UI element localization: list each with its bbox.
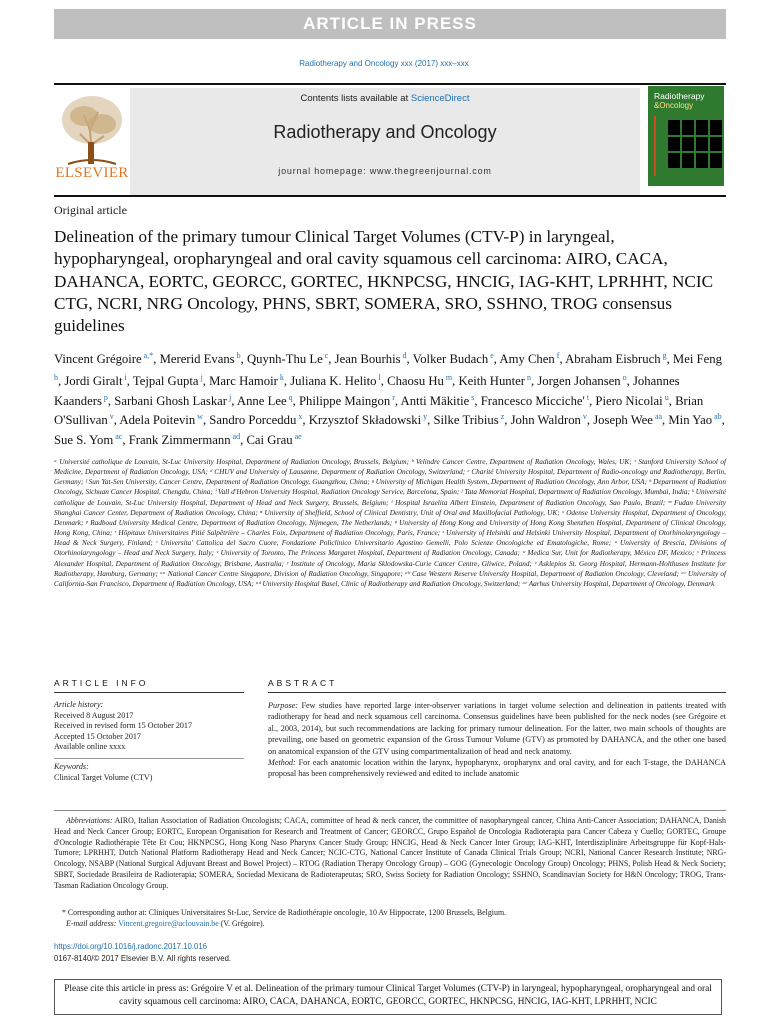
author-name[interactable]: Keith Hunter bbox=[458, 374, 526, 389]
cover-image-grid bbox=[668, 120, 722, 168]
doi-link[interactable]: https://doi.org/10.1016/j.radonc.2017.10.016 bbox=[54, 942, 208, 951]
article-info-rule bbox=[54, 692, 244, 693]
cover-tile bbox=[696, 120, 708, 135]
author-affiliation-marker[interactable]: n bbox=[525, 372, 532, 382]
author-affiliation-marker[interactable]: k bbox=[277, 372, 284, 382]
publisher-name[interactable]: ELSEVIER bbox=[55, 165, 129, 181]
article-info bbox=[54, 700, 244, 783]
cover-tile bbox=[710, 120, 722, 135]
article-history-label: Article history: bbox=[54, 700, 104, 709]
method-text: For each anatomic location within the larynx, hypopharynx, oropharynx and oral cavity, and for each T-stage, the DAHANCA proposal has been comprehensively reviewed and edited to include anatomic bbox=[268, 758, 726, 779]
abstract-body bbox=[268, 700, 726, 780]
author-affiliation-marker[interactable]: g bbox=[660, 351, 667, 360]
author-affiliation-marker[interactable]: q bbox=[286, 392, 293, 402]
journal-name: Radiotherapy and Oncology bbox=[273, 122, 497, 142]
contents-prefix: Contents lists available at bbox=[300, 93, 411, 104]
article-type: Original article bbox=[54, 203, 127, 217]
author-name[interactable]: Marc Hamoir bbox=[209, 374, 278, 389]
cite-this-article-box: Please cite this article in press as: Grégoire V et al. Delineation of the primary tumour Clinical Target Volumes (CTV-P) in laryngeal, hypopharyngeal, oropharyngeal and oral cavity squamous cell carcinoma: AIRO, CACA, DAHANCA, EORTC, GEORCC, GORTEC, HKNPCSG, HNCIG, IAG-KHT, LPRHHT, NCIC bbox=[54, 979, 722, 1015]
author-name[interactable]: Jordi Giralt bbox=[64, 374, 123, 389]
journal-cover-image[interactable] bbox=[648, 86, 724, 186]
cover-title-line: Radiotherapy bbox=[654, 91, 705, 101]
cover-tile bbox=[682, 137, 694, 152]
author-affiliation-marker[interactable]: w bbox=[195, 412, 203, 422]
keyword: Clinical Target Volume (CTV) bbox=[54, 772, 153, 782]
author-name[interactable]: Francesco Micciche' bbox=[480, 393, 585, 408]
journal-masthead bbox=[130, 88, 640, 196]
author-name[interactable]: Frank Zimmermann bbox=[128, 433, 231, 448]
author-name[interactable]: Jean Bourhis bbox=[334, 352, 401, 367]
author-affiliation-marker[interactable]: x bbox=[296, 412, 303, 422]
article-in-press-banner: ARTICLE IN PRESS bbox=[54, 9, 726, 39]
author-name[interactable]: Mererid Evans bbox=[159, 352, 235, 367]
author-name[interactable]: Silke Tribius bbox=[433, 413, 499, 428]
author-name[interactable]: Brian O'Sullivan bbox=[54, 393, 704, 428]
purpose-text: Few studies have reported large inter-observer variations in target volume selection and delineation in patients treated with radiotherapy for head and neck squamous cell carcinoma. Consensus guidelines have been published for the neck nodes (see Grégoire et al., 2003, 2014), but such recommendations are lacking for primary tumour delineation. For the latter, two main schools of thoughts are prevailing, one based on geometric expansion of the Gross Tumour Volume (GTV) as promoted by DAHANCA, and the other one based on anatomical expansion of the GTV using compartmentalization of head and neck anatomy. bbox=[268, 701, 726, 756]
info-divider bbox=[54, 758, 244, 759]
cover-tile bbox=[710, 137, 722, 152]
author-name[interactable]: Min Yao bbox=[668, 413, 713, 428]
author-name[interactable]: Sue S. Yom bbox=[54, 433, 114, 448]
author-name[interactable]: Antti Mäkitie bbox=[400, 393, 470, 408]
author-name[interactable]: Piero Nicolai bbox=[595, 393, 663, 408]
author-name[interactable]: Tejpal Gupta bbox=[132, 374, 199, 389]
purpose-label: Purpose: bbox=[268, 701, 299, 710]
author-affiliation-marker[interactable]: d bbox=[400, 351, 407, 360]
author-affiliation-marker[interactable]: f bbox=[554, 351, 560, 360]
author-affiliation-marker[interactable]: j bbox=[227, 392, 232, 402]
author-affiliation-marker[interactable]: j bbox=[198, 372, 203, 382]
journal-homepage[interactable]: journal homepage: www.thegreenjournal.com bbox=[278, 166, 492, 176]
keywords-label: Keywords: bbox=[54, 761, 89, 771]
cover-tile bbox=[696, 153, 708, 168]
abstract-heading: ABSTRACT bbox=[268, 678, 338, 688]
contents-line bbox=[130, 93, 640, 104]
author-affiliation-marker[interactable]: r bbox=[390, 392, 395, 402]
abbreviations-label: Abbreviations: bbox=[66, 816, 113, 825]
abstract-purpose bbox=[268, 701, 726, 756]
author-name[interactable]: Chaosu Hu bbox=[387, 374, 444, 389]
author-name[interactable]: Sandro Porceddu bbox=[209, 413, 297, 428]
author-name[interactable]: Vincent Grégoire bbox=[54, 352, 142, 367]
author-affiliation-marker[interactable]: u bbox=[662, 392, 669, 402]
author-affiliation-marker[interactable]: l bbox=[376, 372, 381, 382]
article-info-heading: ARTICLE INFO bbox=[54, 678, 149, 688]
email-suffix: (V. Grégoire). bbox=[218, 918, 265, 928]
author-name[interactable]: Quynh-Thu Le bbox=[246, 352, 323, 367]
author-affiliation-marker[interactable]: s bbox=[469, 392, 475, 402]
author-name[interactable]: Sarbani Ghosh Laskar bbox=[114, 393, 228, 408]
author-affiliation-marker[interactable]: t bbox=[584, 392, 590, 402]
cover-tile bbox=[710, 153, 722, 168]
author-name[interactable]: Johannes Kaanders bbox=[54, 374, 680, 408]
affiliations: ᵃ Université catholique de Louvain, St-Luc University Hospital, Department of Radiation Oncology, Brussels, Belgium; ᵇ Velindre Cancer Centre, Department of Radiation Oncology, Wales, UK; ᶜ Stanford University School of Medicine, Department of Radiation Oncology, USA; ᵈ CHUV and University of Lausanne, Department of Radiation Oncology, Switzerland; ᵉ Charité University Hospital, Department of Radio-oncology and Radiotherapy, Berlin, Germany; ᶠ Sun Yat-Sen University, Cancer Centre, Department of Radiation Oncology, Guangzhou, China; ᵍ University of Michigan Health System, Department of Radiation Oncology, Ann Arbor, USA; ʰ Department of Radiation Oncology, Sichuan Cancer Hospital, Chengdu, China; ⁱ Vall d'Hebron University Hospital, Radiation Oncology Service, Barcelona, Spain; ʲ Tata Memorial Hospital, Department of Radiation Oncology, Mumbai, India; ᵏ Université catholique de Louvain, St-Luc University Hospital, Department of Head and Neck Surgery, Brussels, Belgium; ˡ Hospital Israelita Albert Einstein, Department of Radiation Oncology, Sao Paulo, Brazil; ᵐ Fudan University Shanghai Cancer Center, Department of Radiation Oncology, China; ⁿ University of Sheffield, School of Clinical Dentistry, Unit of Oral and Maxillofacial Pathology, UK; ᵒ Odense University Hospital, Department of Oncology, Denmark; ᵖ Radboud University Medical Centre, Department of Radiation Oncology, Nijmegen, The Netherlands; ᵠ University of Hong Kong and University of Hong Kong Shenzhen Hospital, Department of Clinical Oncology, Hong Kong, China; ʳ Hôpitaux Universitaires Pitié Salpêtrière – Charles Foix, Department of Radiation Oncology, Paris, France; ˢ University of Helsinki and Helsinki University Hospital, Department of Otorhinolaryngology – Head & Neck Surgery, Finland; ᵗ Universita' Cattolica del Sacro Cuore, Fondazione Policlinico Universitario Agostino Gemelli, Polo Scienze Oncologiche ed Ematologiche, Rome; ᵘ University of Brescia, Divisions of Otorhinolaryngology – Head and Neck Surgery, Italy; ᵛ University of Toronto, The Princess Margaret Hospital, Department of Radiation Oncology, Canada; ʷ Medica Sur, Unit for Radiotherapy, México DF, Mexico; ˣ Princess Alexander Hospital, Department of Radiation Oncology, Brisbane, Australia; ʸ Institute of Oncology, Maria Sklodowska-Curie Cancer Centre, Gliwice, Poland; ᶻ Asklepios St. Georg Hospital, Hermann-Holthusen Institute for Radiotherapy, Hamburg, Germany; ᵃᵃ National Cancer Centre Singapore, Division of Radiation Oncology, Singapore; ᵃᵇ Case Western Reserve University Hospital, Department of Radiation Oncology, Cleveland; ᵃᶜ University of California-San Francisco, Department of Radiation Oncology, USA; ᵃᵈ University Hospital Basel, Clinic of Radiotherapy and Radiation Oncology, Switzerland; ᵃᵉ Aarhus University Hospital, Department of Oncology, Denmark bbox=[54, 458, 726, 588]
cover-title bbox=[654, 92, 720, 110]
author-affiliation-marker[interactable]: z bbox=[498, 412, 505, 422]
cover-tile bbox=[668, 120, 680, 135]
author-affiliation-marker[interactable]: b bbox=[234, 351, 241, 360]
cover-tile bbox=[668, 137, 680, 152]
email-label: E-mail address: bbox=[66, 918, 117, 928]
author-affiliation-marker[interactable]: ad bbox=[230, 432, 241, 442]
author-affiliation-marker[interactable]: ab bbox=[712, 412, 722, 422]
cover-tile bbox=[682, 153, 694, 168]
author-affiliation-marker[interactable]: p bbox=[101, 392, 108, 402]
author-name[interactable]: Krzysztof Składowski bbox=[308, 413, 422, 428]
author-name[interactable]: Juliana K. Helito bbox=[290, 374, 377, 389]
author-name[interactable]: Abraham Eisbruch bbox=[565, 352, 661, 367]
cover-tile bbox=[682, 120, 694, 135]
author-affiliation-marker[interactable]: m bbox=[443, 372, 453, 382]
author-name[interactable]: Mei Feng bbox=[672, 352, 722, 367]
article-title: Delineation of the primary tumour Clinical Target Volumes (CTV-P) in laryngeal, hypopharyngeal, oropharyngeal and oral cavity squamous cell carcinoma: AIRO, CACA, DAHANCA, EORTC, GEORCC, GORTEC, HKNPCSG, HNCIG, IAG-KHT, LPRHHT, NCIC CTG, NCRI, NRG Oncology, PHNS, SBRT, SOMERA, SRO, SSHNO, TROG consensus guidelines bbox=[54, 227, 714, 336]
author-affiliation-marker[interactable]: c bbox=[322, 351, 329, 360]
author-name[interactable]: Joseph Wee bbox=[593, 413, 653, 428]
author-name[interactable]: Adela Poitevin bbox=[119, 413, 196, 428]
masthead-top-rule bbox=[54, 83, 726, 85]
abbreviations-footnote bbox=[54, 816, 726, 892]
history-line: Available online xxxx bbox=[54, 742, 126, 752]
author-affiliation-marker[interactable]: o bbox=[620, 372, 627, 382]
abstract-method bbox=[268, 758, 726, 778]
copyright-line: 0167-8140/© 2017 Elsevier B.V. All rights reserved. bbox=[54, 954, 232, 963]
cover-subtitle: &Oncology bbox=[654, 101, 694, 110]
author-name[interactable]: Amy Chen bbox=[499, 352, 555, 367]
author-affiliation-marker[interactable]: aa bbox=[652, 412, 663, 422]
history-line: Accepted 15 October 2017 bbox=[54, 731, 141, 741]
author-affiliation-marker[interactable]: v bbox=[107, 412, 114, 422]
email-line bbox=[54, 919, 726, 930]
author-name[interactable]: John Waldron bbox=[510, 413, 581, 428]
footnote-rule bbox=[54, 810, 726, 811]
author-affiliation-marker[interactable]: a,* bbox=[141, 351, 154, 360]
author-affiliation-marker[interactable]: i bbox=[122, 372, 127, 382]
abbreviations-text: AIRO, Italian Association of Radiation Oncologists; CACA, committee of head & neck cancer, the committee of nasopharyngeal cancer, China Anti-Cancer Association; DAHANCA, Danish Head and Neck Cancer Group; EORTC, European Organisation for Research and Treatment of Cancer; GEORCC, Grupo Español de Oncologia Radioterapia para Cancer Cabeza y Cuello; GORTEC, Groupe d'Oncologie Radiothérapie Tête Et Cou; HKNPCSG, Hong Kong Naso Pharynx Cancer Study Group; HNCIG, Head & Neck Cancer Inter Group; IAG-KHT, Interdisziplinäre Arbeitsgruppe für Kopf-Hals-Tumore; LPRHHT, Dutch National Platform Radiotherapy Head and Neck Cancer; NCIC-CTG, National Cancer Institute of Canada Clinical Trials Group; NCRI, National Cancer Research Institute; NRG-Oncology, NSABP (National Surgical Adjuvant Breast and Bowel Project) – RTOG (Radiation Therapy Oncology Group) – GOG (Gynecologic Oncology Group) Oncology; PHNS, Polish Head & Neck Society; SBRT, Sociedade Brasileira de Radioterapia; SOMERA, Sociedad Mexicana de Radioterapeutas; SRO, Swiss Society for Radiation Oncology; SSHNO, Scandinavian Society for H&N Oncology; TROG, Trans-Tasman Radiation Oncology Group. bbox=[54, 816, 726, 890]
author-affiliation-marker[interactable]: ac bbox=[113, 432, 123, 442]
author-affiliation-marker[interactable]: h bbox=[54, 372, 58, 382]
email-link[interactable]: Vincent.gregoire@uclouvain.be bbox=[118, 918, 219, 928]
method-label: Method: bbox=[268, 758, 296, 768]
author-name[interactable]: Cai Grau bbox=[246, 433, 293, 448]
author-name[interactable]: Jorgen Johansen bbox=[537, 374, 621, 389]
history-line: Received 8 August 2017 bbox=[54, 710, 134, 720]
cover-accent-bar bbox=[654, 116, 656, 176]
author-affiliation-marker[interactable]: ae bbox=[292, 432, 302, 442]
masthead-bottom-rule bbox=[54, 195, 726, 197]
author-name[interactable]: Philippe Maingon bbox=[298, 393, 391, 408]
author-affiliation-marker[interactable]: v bbox=[580, 412, 587, 422]
sciencedirect-link[interactable]: ScienceDirect bbox=[410, 93, 470, 104]
author-affiliation-marker[interactable]: y bbox=[421, 412, 428, 422]
corresponding-address: * Corresponding author at: Cliniques Universitaires St-Luc, Service de Radiothérapie oncologie, 10 Av Hippocrate, 1200 Brussels, Belgium. bbox=[62, 908, 507, 917]
abstract-rule bbox=[268, 692, 726, 693]
corresponding-author bbox=[54, 908, 726, 930]
history-line: Received in revised form 15 October 2017 bbox=[54, 721, 193, 731]
author-list: Vincent Grégoire $^{a,*}$, Mererid Evans $^b$, Quynh-Thu Le $^c$, Jean Bourhis $^d$, Volker Budach $^e$, Amy Chen $^f$, Abraham Eisbruch $^g$, Mei Feng $^h$, Jordi Giralt $^i$, Tejpal Gupta $^j$, Marc Hamoir $^k$, Juliana K. Helito $^l$, Chaosu Hu $^m$, Keith Hunter $^n$, Jorgen Johansen $^o$, Johannes Kaanders $^p$, Sarbani Ghosh Laskar $^j$, Anne Lee $^q$, Philippe Maingon $^r$, Antti Mäkitie $^s$, Francesco Micciche' $^t$, Piero Nicolai $^u$, Brian O'Sullivan $^v$, Adela Poitevin $^w$, Sandro Porceddu $^x$, Krzysztof Składowski $^y$, Silke Tribius $^z$, John Waldron $^v$, Joseph Wee $^{aa}$, Min Yao $^{ab}$, Sue S. Yom $^{ac}$, Frank Zimmermann $^{ad}$, Cai Grau $^{ae}$ bbox=[54, 351, 725, 448]
journal-reference[interactable]: Radiotherapy and Oncology xxx (2017) xxx–xxx bbox=[299, 59, 469, 68]
cover-tile bbox=[668, 153, 680, 168]
author-affiliation-marker[interactable]: e bbox=[488, 351, 494, 360]
cover-tile bbox=[696, 137, 708, 152]
author-name[interactable]: Anne Lee bbox=[236, 393, 287, 408]
author-name[interactable]: Volker Budach bbox=[412, 352, 489, 367]
